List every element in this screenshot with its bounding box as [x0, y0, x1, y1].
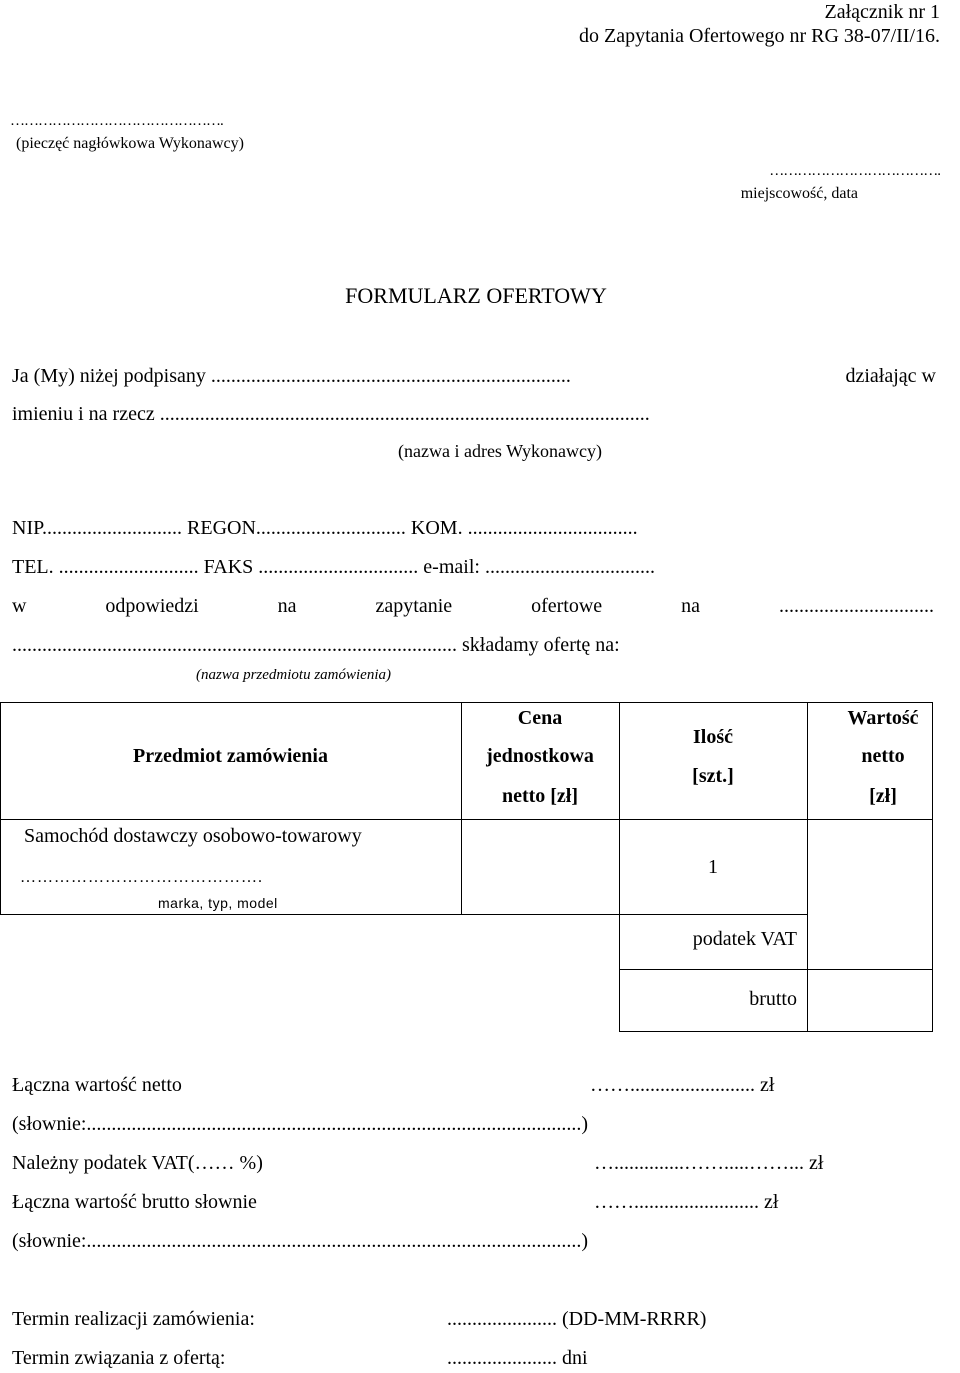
col-unit-price-header: netto [zł]: [501, 785, 579, 807]
col-quantity-header: Ilość: [693, 726, 733, 748]
signatory-line: Ja (My) niżej podpisany ........................................................................: [12, 365, 571, 387]
annex-reference: do Zapytania Ofertowego nr RG 38-07/II/16.: [578, 25, 940, 47]
item-quantity: 1: [708, 856, 718, 878]
response-word: na: [681, 595, 701, 617]
binding-term-value: ...................... dni: [447, 1347, 588, 1369]
table-top-border: [0, 702, 933, 703]
response-word: na: [277, 595, 297, 617]
response-word: ofertowe: [531, 595, 603, 617]
form-title: FORMULARZ OFERTOWY: [345, 283, 607, 308]
contractor-name-line: imieniu i na rzecz ..................................................................................................: [12, 403, 650, 425]
realization-term-label: Termin realizacji zamówienia:: [12, 1308, 255, 1330]
item-dots: …………………………………….: [20, 869, 263, 886]
annex-number: Załącznik nr 1: [824, 1, 940, 23]
table-bottom-border: [619, 1031, 933, 1032]
col-net-value-header: [zł]: [869, 785, 897, 807]
stamp-dots: ……………………………………….: [10, 113, 223, 129]
total-net-value: ……......................... zł: [590, 1074, 775, 1096]
response-line: [12, 596, 934, 616]
table-left-border: [0, 702, 1, 915]
offer-subject-label: (nazwa przedmiotu zamówienia): [196, 667, 391, 683]
response-word: zapytanie: [375, 595, 453, 617]
nip-regon-line: NIP............................ REGON.............................. KOM. ..................................: [12, 517, 638, 539]
binding-term-label: Termin związania z ofertą:: [12, 1347, 226, 1369]
response-word: ...............................: [778, 595, 934, 617]
place-date-label: miejscowość, data: [740, 185, 858, 202]
table-vat-bottom-border: [619, 969, 933, 970]
table-divider-col2: [461, 702, 462, 915]
response-word: odpowiedzi: [105, 595, 199, 617]
place-date-dots: ……………………………….: [769, 163, 940, 179]
total-net-in-words: (słownie:...................................................................................................): [12, 1113, 589, 1135]
table-header-bottom-border: [0, 819, 933, 820]
col-net-value-header: netto: [861, 745, 905, 767]
col-subject-header: Przedmiot zamówienia: [133, 745, 328, 767]
total-gross-value: ……......................... zł: [594, 1191, 779, 1213]
table-item-bottom-border: [0, 914, 808, 915]
col-unit-price-header: Cena: [517, 707, 563, 729]
offer-subject-line: ......................................................................................... składamy ofertę na:: [12, 634, 620, 656]
vat-row-label: podatek VAT: [692, 928, 797, 950]
gross-row-label: brutto: [749, 988, 797, 1010]
item-model-label: marka, typ, model: [158, 895, 278, 911]
stamp-label: (pieczęć nagłówkowa Wykonawcy): [16, 135, 244, 152]
acting-on-behalf: działając w: [845, 365, 936, 387]
col-quantity-header: [szt.]: [692, 765, 734, 787]
col-net-value-header: Wartość: [847, 707, 919, 729]
col-unit-price-header: jednostkowa: [486, 745, 594, 767]
tel-fax-email-line: TEL. ............................ FAKS ................................ e-mail: ..................................: [12, 556, 655, 578]
vat-due-value: …..............…….....……... zł: [594, 1152, 824, 1174]
total-net-label: Łączna wartość netto: [12, 1074, 182, 1096]
total-gross-label: Łączna wartość brutto słownie: [12, 1191, 257, 1213]
contractor-name-label: (nazwa i adres Wykonawcy): [398, 441, 602, 461]
realization-term-value: ...................... (DD-MM-RRRR): [447, 1308, 707, 1330]
response-word: w: [12, 595, 27, 617]
vat-due-label: Należny podatek VAT(…… %): [12, 1152, 263, 1174]
total-gross-in-words: (słownie:...................................................................................................): [12, 1230, 589, 1252]
item-name: Samochód dostawczy osobowo-towarowy: [24, 825, 362, 847]
